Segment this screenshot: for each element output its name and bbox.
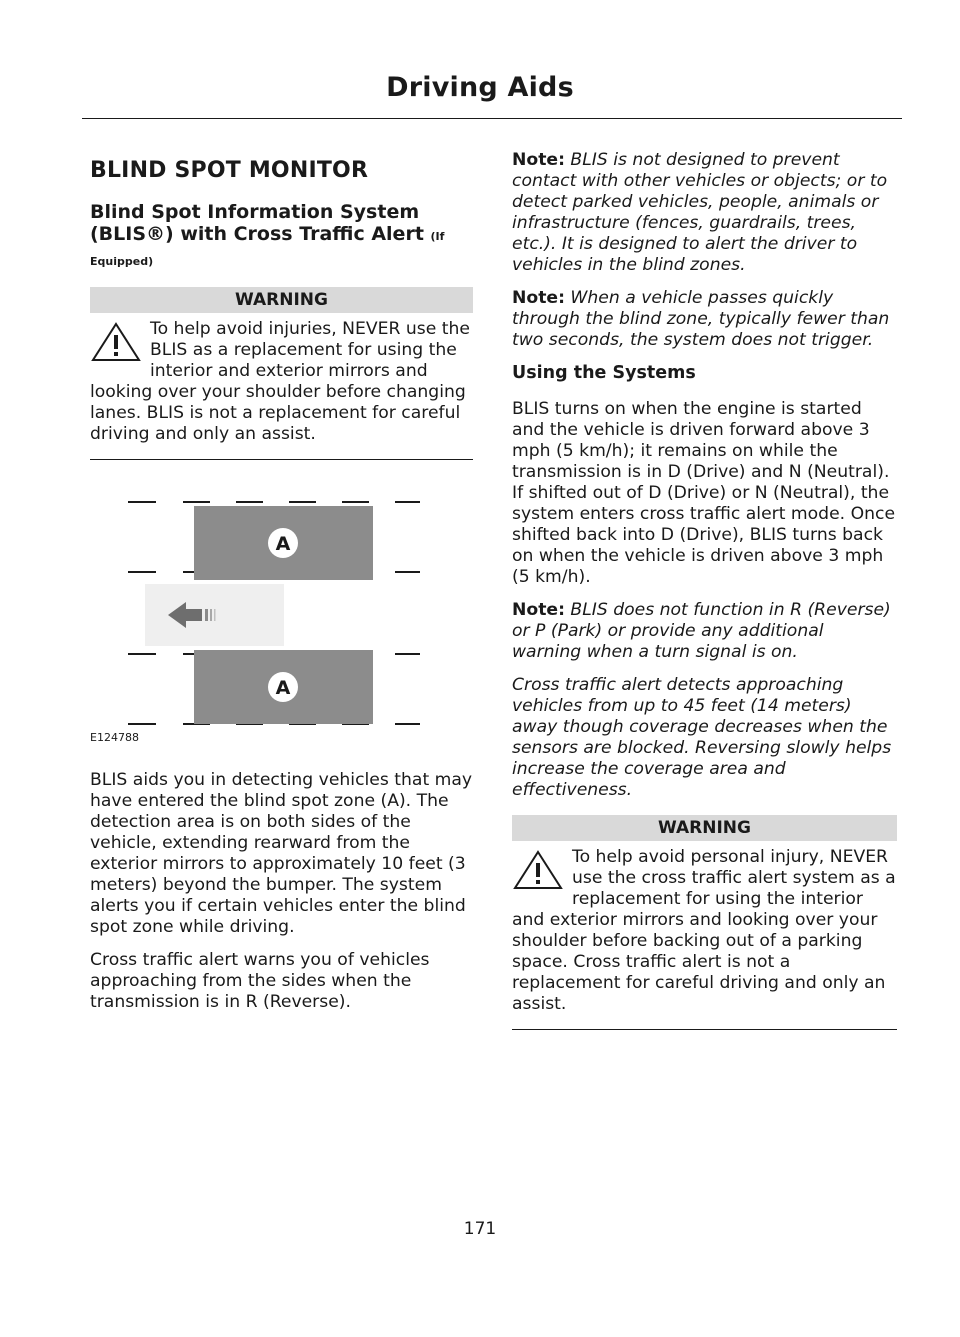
warning-box (90, 319, 473, 445)
note-1 (512, 150, 897, 276)
note-2 (512, 288, 897, 351)
note-1-text: BLIS is not designed to prevent contact with other vehicles or objects; or to detect parked vehicles, people, animals or infrastructure (fences, guardrails, trees, etc.). It is designed to alert the driver to vehicles in the blind zones. (512, 150, 888, 275)
left-paragraph-2: Cross traffic alert warns you of vehicles approaching from the sides when the transmission is in R (Reverse). (90, 950, 430, 1012)
note-3-label: Note: (512, 600, 565, 620)
blind-spot-diagram (90, 474, 473, 734)
zone-label-bottom: A (275, 677, 291, 699)
header-divider (82, 118, 902, 119)
warning-end-rule-2 (512, 1029, 897, 1030)
warning-triangle-icon (90, 321, 142, 363)
right-paragraph-1: BLIS turns on when the engine is started and the vehicle is driven forward above 3 mph (5 km/h); it remains on while the transmission is in D (Drive) and N (Neutral). If shifted out of D (Drive) or N (Neutral), the system enters cross traffic alert mode. Once shifted back into D (Drive), BLIS turns back on when the vehicle is driven above 3 mph (5 km/h). (512, 399, 896, 587)
right-paragraph-2: Cross traffic alert detects approaching vehicles from up to 45 feet (14 meters) away though coverage decreases when the sensors are blocked. Reversing slowly helps increase the coverage area and effectiveness. (512, 675, 892, 800)
subheading-blis (90, 201, 473, 273)
note-3 (512, 600, 897, 663)
note-2-label: Note: (512, 288, 565, 308)
warning-triangle-icon (512, 849, 564, 891)
section-title: BLIND SPOT MONITOR (90, 158, 369, 183)
warning-title-2: WARNING (512, 815, 897, 841)
note-3-text: BLIS does not function in R (Reverse) or P (Park) or provide any additional warning when a turn signal is on. (512, 600, 891, 662)
page-number: 171 (463, 1219, 497, 1239)
note-2-text: When a vehicle passes quickly through the blind zone, typically fewer than two seconds, the system does not trigger. (512, 288, 890, 350)
warning-box-2 (512, 847, 897, 1015)
subheading-suffix: (If Equipped) (90, 230, 445, 268)
page-header-title: Driving Aids (386, 72, 574, 103)
blind-spot-figure (90, 474, 473, 744)
left-paragraph-1: BLIS aids you in detecting vehicles that may have entered the blind spot zone (A). The detection area is on both sides of the vehicle, extending rearward from the exterior mirrors to approximately 10 feet (3 meters) beyond the bumper. The system alerts you if certain vehicles enter the blind spot zone while driving. (90, 770, 473, 937)
zone-label-top: A (275, 533, 291, 555)
subheading-text: Blind Spot Information System (BLIS®) with Cross Traffic Alert (90, 201, 424, 245)
subheading-using-systems: Using the Systems (512, 363, 696, 383)
warning-text: To help avoid injuries, NEVER use the BLIS as a replacement for using the interior and exterior mirrors and looking over your shoulder before changing lanes. BLIS is not a replacement for careful driving and only an assist. (90, 319, 471, 444)
left-column (90, 150, 473, 1025)
right-column (512, 150, 897, 1030)
note-1-label: Note: (512, 150, 565, 170)
figure-code: E124788 (90, 731, 139, 744)
warning-text-2: To help avoid personal injury, NEVER use the cross traffic alert system as a replacement for using the interior and exterior mirrors and looking over your shoulder before backing out of a parking space. Cross traffic alert is not a replacement for careful driving and only an assist. (512, 847, 896, 1014)
warning-end-rule (90, 459, 473, 460)
warning-title: WARNING (90, 287, 473, 313)
